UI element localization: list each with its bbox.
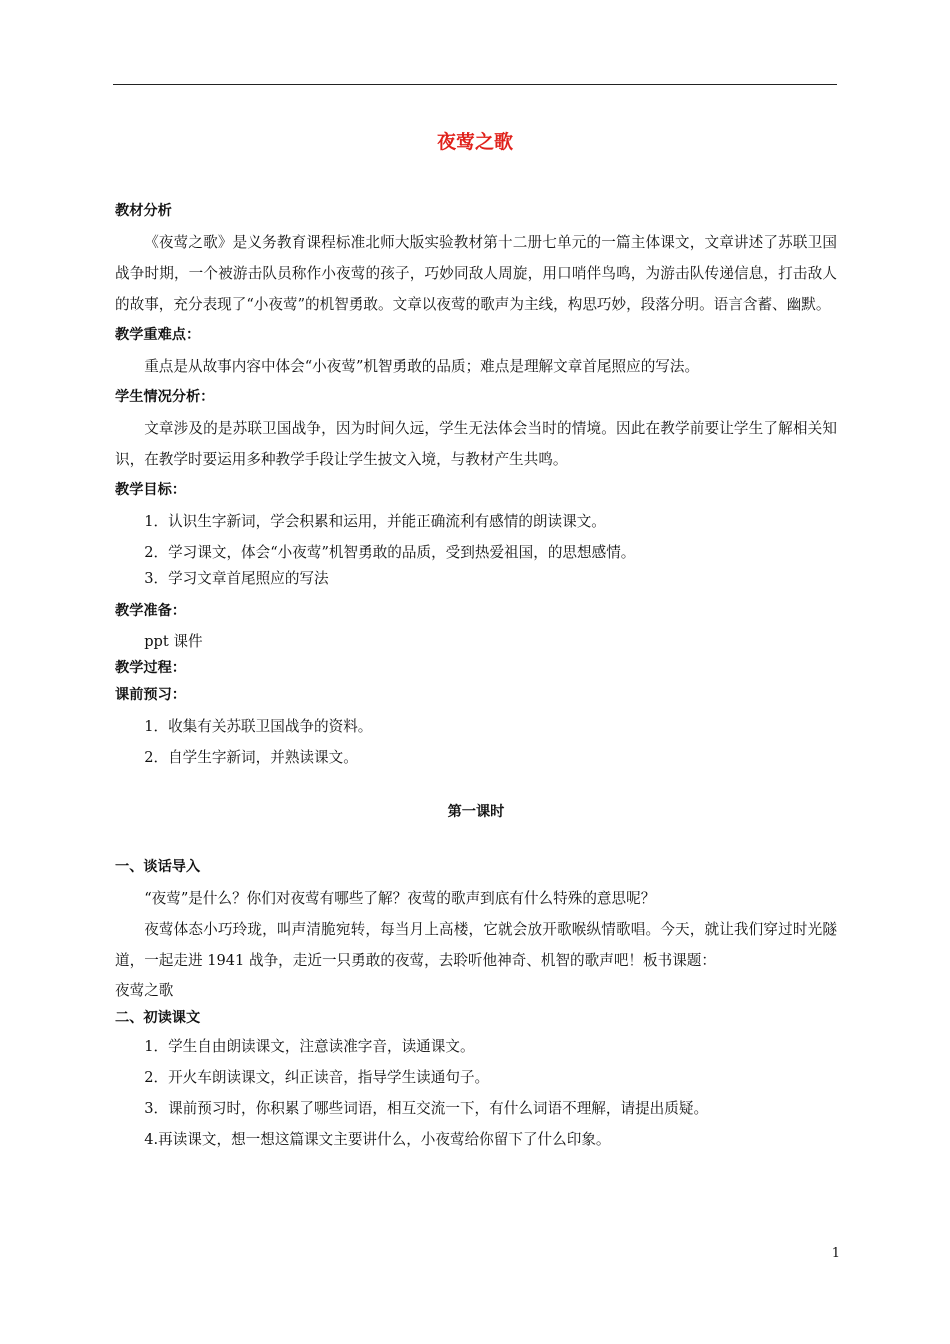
preview-item: 2．自学生字新词，并熟读课文。 xyxy=(144,749,358,766)
heading-process: 教学过程： xyxy=(115,660,186,676)
paragraph-student-analysis: 文章涉及的是苏联卫国战争，因为时间久远，学生无法体会当时的情境。因此在教学前要让学生了解相关知识，在教学时要运用多种教学手段让学生披文入境，与教材产生共鸣。 xyxy=(115,420,837,468)
header-rule xyxy=(113,84,837,85)
reading-item: 4.再读课文，想一想这篇课文主要讲什么，小夜莺给你留下了什么印象。 xyxy=(144,1131,611,1148)
heading-preview: 课前预习： xyxy=(115,687,186,703)
heading-student-analysis: 学生情况分析： xyxy=(115,389,215,405)
paragraph-key-points: 重点是从故事内容中体会“小夜莺”机智勇敢的品质；难点是理解文章首尾照应的写法。 xyxy=(144,358,700,375)
reading-item: 2．开火车朗读课文，纠正读音，指导学生读通句子。 xyxy=(144,1069,490,1086)
document-title: 夜莺之歌 xyxy=(436,131,513,153)
heading-intro: 一、谈话导入 xyxy=(115,859,201,875)
document-body xyxy=(115,196,837,1155)
reading-item: 3．课前预习时，你积累了哪些词语，相互交流一下，有什么词语不理解，请提出质疑。 xyxy=(144,1100,709,1117)
preparation-text: ppt 课件 xyxy=(144,633,203,650)
paragraph-intro-text: 夜莺体态小巧玲珑，叫声清脆宛转，每当月上高楼，它就会放开歌喉纵情歌唱。今天，就让我们穿过时光隧道，一起走进 1941 战争，走近一只勇敢的夜莺，去聆听他神奇、机智的歌声吧！板书课题： xyxy=(115,921,837,969)
heading-key-points: 教学重难点： xyxy=(115,327,201,343)
reading-item: 1．学生自由朗读课文，注意读准字音，读通课文。 xyxy=(144,1038,475,1055)
heading-objectives: 教学目标： xyxy=(115,482,186,498)
objective-item: 3．学习文章首尾照应的写法 xyxy=(144,570,329,587)
board-title: 夜莺之歌 xyxy=(115,982,174,999)
paragraph-intro-question: “夜莺”是什么？你们对夜莺有哪些了解？夜莺的歌声到底有什么特殊的意思呢？ xyxy=(144,890,656,907)
heading-first-reading: 二、初读课文 xyxy=(115,1010,201,1026)
objective-item: 1．认识生字新词，学会积累和运用，并能正确流利有感情的朗读课文。 xyxy=(144,513,606,530)
heading-material-analysis: 教材分析 xyxy=(115,203,172,219)
heading-preparation: 教学准备： xyxy=(115,603,186,619)
heading-lesson-one: 第一课时 xyxy=(447,804,505,820)
page-number: 1 xyxy=(831,1246,840,1261)
objective-item: 2．学习课文，体会“小夜莺”机智勇敢的品质，受到热爱祖国，的思想感情。 xyxy=(144,544,636,561)
preview-item: 1．收集有关苏联卫国战争的资料。 xyxy=(144,718,373,735)
paragraph-material-analysis: 《夜莺之歌》是义务教育课程标准北师大版实验教材第十二册七单元的一篇主体课文，文章讲述了苏联卫国战争时期，一个被游击队员称作小夜莺的孩子，巧妙同敌人周旋，用口哨伴鸟鸣，为游击队传递信息，打击敌人的故事，充分表现了“小夜莺”的机智勇敢。文章以夜莺的歌声为主线，构思巧妙，段落分明。语言含蓄、幽默。 xyxy=(115,234,837,313)
